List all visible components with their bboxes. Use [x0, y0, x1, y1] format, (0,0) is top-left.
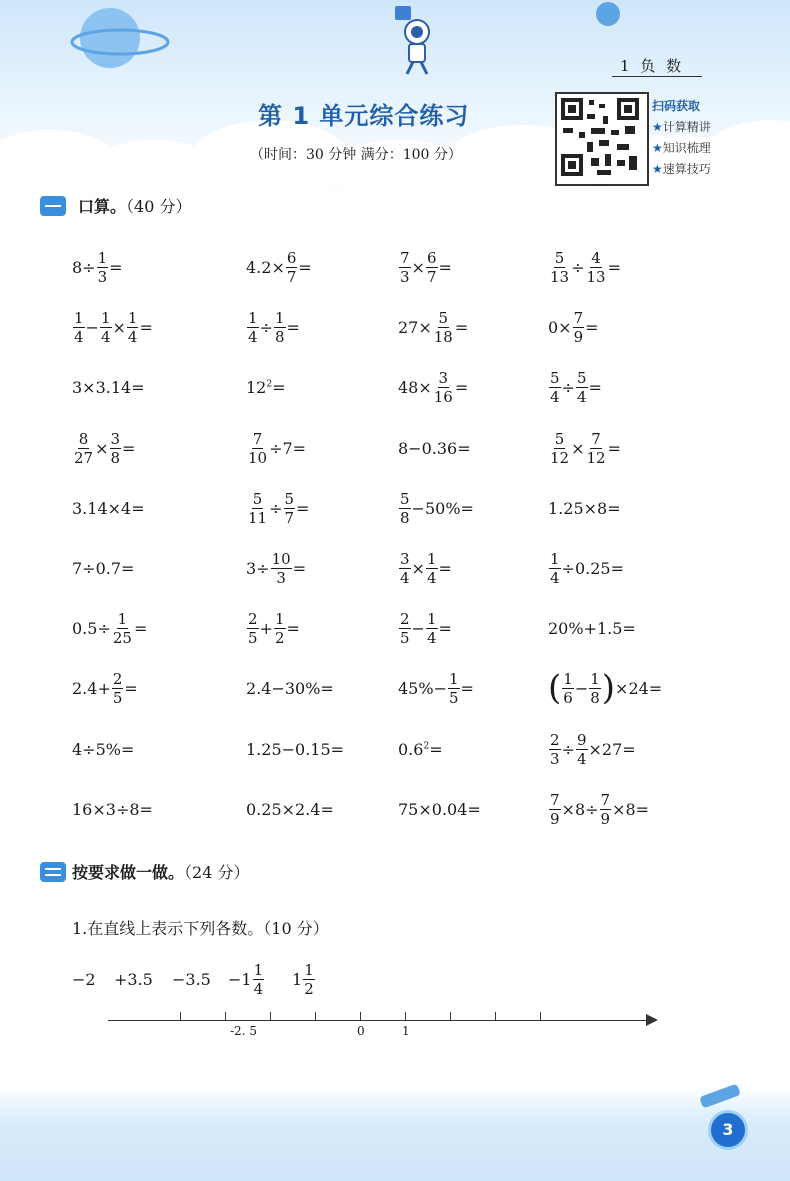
arithmetic-problem: $\frac{1}{4}$ ÷ $\frac{1}{8}$ =	[248, 308, 300, 346]
arrow-right-icon	[646, 1014, 658, 1026]
number-line	[108, 1020, 648, 1021]
arithmetic-problem: $\frac{7}{3}$ × $\frac{6}{7}$ =	[400, 248, 452, 286]
arithmetic-problem: 3.14×4=	[72, 498, 145, 518]
fraction: $\frac{5}{12}$	[550, 429, 570, 467]
fraction: $\frac{6}{7}$	[286, 248, 297, 286]
qr-code[interactable]	[555, 92, 649, 186]
tick	[180, 1012, 181, 1020]
page-title: 第 1 单元综合练习	[258, 102, 470, 130]
tick	[405, 1012, 406, 1020]
fraction: $\frac{2}{3}$	[550, 730, 560, 768]
arithmetic-problem: 3×3.14=	[72, 377, 145, 397]
arithmetic-problem: 0.5÷ $\frac{1}{25}$ =	[72, 609, 148, 647]
star-icon: ★	[652, 141, 663, 155]
fraction: $\frac{7}{9}$	[550, 790, 560, 828]
fraction: $\frac{5}{7}$	[284, 489, 295, 527]
fraction: $\frac{1}{8}$	[274, 308, 285, 346]
fraction: $\frac{2}{5}$	[400, 609, 410, 647]
fraction: $\frac{2}{5}$	[248, 609, 258, 647]
fraction: $\frac{1}{8}$	[590, 669, 600, 707]
arithmetic-problem: $\frac{2}{3}$ ÷ $\frac{9}{4}$ ×27=	[550, 730, 636, 768]
arithmetic-problem: $\frac{8}{27}$ × $\frac{3}{8}$ =	[74, 429, 136, 467]
tick-label: -2. 5	[230, 1024, 257, 1038]
tick	[315, 1012, 316, 1020]
fraction: $\frac{1}{5}$	[448, 669, 459, 707]
arithmetic-problem: $12^2$ =	[246, 377, 286, 397]
fraction: $\frac{1}{4}$	[426, 609, 437, 647]
qr-item: 计算精讲	[662, 120, 711, 134]
number-item: −2	[72, 969, 96, 989]
page-number: 3	[708, 1110, 748, 1150]
fraction: $\frac{1}{4}$	[74, 308, 84, 346]
arithmetic-problem: 1.25×8=	[548, 498, 621, 518]
tick	[495, 1012, 496, 1020]
arithmetic-problem: 48× $\frac{3}{16}$ =	[398, 368, 469, 406]
telescope-icon	[690, 1082, 750, 1112]
arithmetic-problem: 75×0.04=	[398, 799, 481, 819]
arithmetic-problem: $\frac{7}{9}$ ×8÷ $\frac{7}{9}$ ×8=	[550, 790, 650, 828]
fraction: $\frac{1}{4}$	[426, 549, 437, 587]
arithmetic-problem: $\frac{1}{4}$ − $\frac{1}{4}$ × $\frac{1}{4}$ =	[74, 308, 153, 346]
arithmetic-problem: 1.25−0.15=	[246, 739, 345, 759]
qr-info	[652, 96, 711, 180]
fraction: $\frac{5}{13}$	[550, 248, 570, 286]
arithmetic-problem: $\frac{5}{8}$ −50%=	[400, 489, 474, 527]
fraction: $\frac{6}{7}$	[426, 248, 437, 286]
arithmetic-problem: $\frac{3}{4}$ × $\frac{1}{4}$ =	[400, 549, 452, 587]
mixed-number: 1 $\frac{1}{2}$	[292, 960, 314, 998]
tick	[360, 1012, 361, 1020]
section-1-badge	[40, 196, 66, 216]
fraction: $\frac{3}{8}$	[110, 429, 121, 467]
fraction: $\frac{5}{11}$	[248, 489, 268, 527]
arithmetic-problem: $\frac{5}{12}$ × $\frac{7}{12}$ =	[550, 429, 621, 467]
fraction: $\frac{5}{4}$	[550, 368, 560, 406]
fraction: $\frac{7}{12}$	[586, 429, 606, 467]
arithmetic-problem: 2.4+ $\frac{2}{5}$ =	[72, 669, 138, 707]
fraction: $\frac{1}{4}$	[550, 549, 560, 587]
astronaut-icon	[385, 2, 445, 77]
arithmetic-problem: 0× $\frac{7}{9}$ =	[548, 308, 599, 346]
fraction: $\frac{7}{3}$	[400, 248, 410, 286]
fraction: $\frac{7}{9}$	[600, 790, 611, 828]
fraction: $\frac{5}{8}$	[400, 489, 410, 527]
qr-pattern-icon	[557, 94, 643, 180]
arithmetic-problem: $\frac{7}{10}$ ÷7=	[248, 429, 307, 467]
arithmetic-problem: 20%+1.5=	[548, 618, 636, 638]
tick-label: 0	[357, 1024, 365, 1038]
fraction: $\frac{3}{16}$	[433, 368, 453, 406]
qr-heading: 扫码获取	[652, 99, 701, 113]
fraction: $\frac{1}{2}$	[274, 609, 285, 647]
chapter-underline	[612, 76, 702, 77]
arithmetic-problem: 0.25×2.4=	[246, 799, 334, 819]
footer-background	[0, 1085, 790, 1181]
arithmetic-problem: 45%− $\frac{1}{5}$ =	[398, 669, 474, 707]
mixed-number: −1 $\frac{1}{4}$	[228, 960, 264, 998]
tick-label: 1	[402, 1024, 410, 1038]
small-planet-icon	[590, 0, 626, 30]
tick	[450, 1012, 451, 1020]
arithmetic-problem: $\frac{2}{5}$ + $\frac{1}{2}$ =	[248, 609, 300, 647]
arithmetic-problem: $\frac{2}{5}$ − $\frac{1}{4}$ =	[400, 609, 452, 647]
chapter-label: 1 负 数	[620, 57, 685, 75]
planet-icon	[70, 0, 170, 80]
arithmetic-problem: 27× $\frac{5}{18}$ =	[398, 308, 469, 346]
fraction: $\frac{5}{18}$	[433, 308, 453, 346]
fraction: $\frac{4}{13}$	[586, 248, 606, 286]
question-1: 1.在直线上表示下列各数。（10 分）	[72, 919, 329, 938]
section-1-title: 口算。（40 分）	[78, 197, 192, 216]
qr-item: 速算技巧	[662, 162, 711, 176]
arithmetic-problem: 3÷ $\frac{10}{3}$ =	[246, 549, 307, 587]
arithmetic-problem: 16×3÷8=	[72, 799, 153, 819]
arithmetic-problem: 2.4−30%=	[246, 678, 334, 698]
fraction: $\frac{1}{6}$	[563, 669, 573, 707]
fraction: $\frac{1}{25}$	[112, 609, 132, 647]
fraction: $\frac{2}{5}$	[112, 669, 123, 707]
fraction: $\frac{5}{4}$	[576, 368, 587, 406]
fraction: $\frac{8}{27}$	[74, 429, 94, 467]
fraction: $\frac{7}{10}$	[248, 429, 268, 467]
fraction: $\frac{7}{9}$	[573, 308, 584, 346]
arithmetic-problem: 7÷0.7=	[72, 558, 135, 578]
star-icon: ★	[652, 120, 663, 134]
fraction: $\frac{3}{4}$	[400, 549, 410, 587]
fraction: $\frac{1}{4}$	[248, 308, 258, 346]
arithmetic-problem: 4.2× $\frac{6}{7}$ =	[246, 248, 312, 286]
section-2-title: 按要求做一做。（24 分）	[72, 863, 250, 882]
arithmetic-problem: $\frac{5}{11}$ ÷ $\frac{5}{7}$ =	[248, 489, 310, 527]
fraction: $\frac{1}{4}$	[100, 308, 111, 346]
arithmetic-problem: $\frac{5}{13}$ ÷ $\frac{4}{13}$ =	[550, 248, 621, 286]
fraction: $\frac{10}{3}$	[271, 549, 291, 587]
qr-item: 知识梳理	[662, 141, 711, 155]
fraction: $\frac{1}{3}$	[97, 248, 108, 286]
fraction: $\frac{9}{4}$	[576, 730, 587, 768]
arithmetic-problem: $\frac{5}{4}$ ÷ $\frac{5}{4}$ =	[550, 368, 602, 406]
fraction: $\frac{1}{4}$	[127, 308, 138, 346]
number-item: +3.5	[114, 969, 153, 989]
arithmetic-problem: 4÷5%=	[72, 739, 135, 759]
tick	[270, 1012, 271, 1020]
arithmetic-problem: 8÷ $\frac{1}{3}$ =	[72, 248, 123, 286]
arithmetic-problem: 8−0.36=	[398, 438, 471, 458]
arithmetic-problem: ( $\frac{1}{6}$ − $\frac{1}{8}$ ) ×24=	[548, 668, 663, 708]
star-icon: ★	[652, 162, 663, 176]
number-item: −3.5	[172, 969, 211, 989]
arithmetic-problem: $0.6^2$ =	[398, 739, 443, 759]
section-2-badge	[40, 862, 66, 882]
arithmetic-problem: $\frac{1}{4}$ ÷0.25=	[550, 549, 624, 587]
tick	[225, 1012, 226, 1020]
tick	[540, 1012, 541, 1020]
page-subtitle: （时间：30 分钟 满分：100 分）	[250, 147, 462, 163]
